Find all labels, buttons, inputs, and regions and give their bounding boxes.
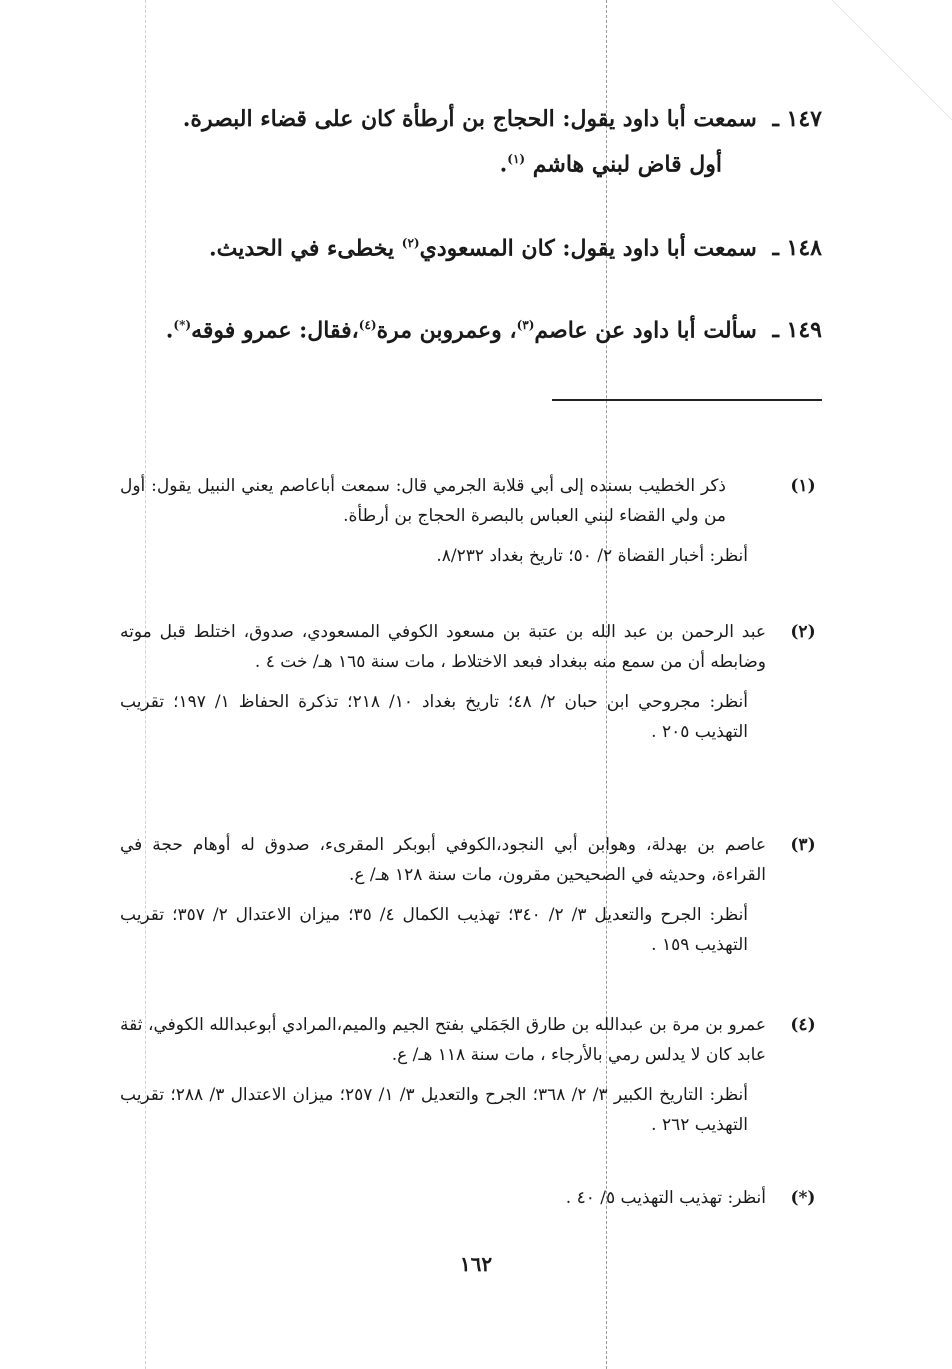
scan-corner-shadow — [832, 0, 952, 120]
footnote-number: (*) — [790, 1188, 816, 1208]
entry-text-a: سألت أبا داود عن عاصم — [534, 317, 757, 344]
entry-text-2: يخطىء في الحديث. — [208, 235, 402, 262]
entry-149 — [120, 305, 822, 350]
page-number: ١٦٢ — [459, 1252, 493, 1276]
entry-text-c: ،فقال: عمرو فوقه — [191, 317, 359, 344]
footnote-body — [120, 1183, 766, 1213]
footnote-number: (٤) — [790, 1015, 816, 1035]
footnote-star — [120, 1183, 822, 1213]
footnote-reference: أنظر: مجروحي ابن حبان ٢/ ٤٨؛ تاريخ بغداد ١٠/ ٢١٨؛ تذكرة الحفاظ ١/ ١٩٧؛ تقريب التهذيب ٢٠٥ . — [120, 692, 748, 742]
entry-number: ١٤٨ ـ — [772, 235, 822, 262]
entry-text-continued: أول قاض لبني هاشم — [532, 151, 722, 178]
entry-text: سمعت أبا داود يقول: كان المسعودي — [419, 235, 757, 262]
footnote-ref[interactable]: (١) — [507, 152, 526, 166]
footnote-ref[interactable]: (*) — [173, 318, 192, 332]
footnote-body — [120, 830, 766, 960]
footnote-number: (٢) — [790, 622, 816, 642]
footnote-reference: أنظر: الجرح والتعديل ٣/ ٢/ ٣٤٠؛ تهذيب الكمال ٤/ ٣٥؛ ميزان الاعتدال ٢/ ٣٥٧؛ تقريب التهذيب ١٥٩ . — [120, 905, 749, 955]
footnote-text: عمرو بن مرة بن عبدالله بن طارق الجَمَلي بفتح الجيم والميم،المرادي أبوعبدالله الكوفي، ثقة عابد كان لا يدلس رمي بالأرجاء ، مات سنة ١١٨ هـ/ ع. — [120, 1015, 766, 1065]
footnote-reference: أنظر: التاريخ الكبير ٣/ ٢/ ٣٦٨؛ الجرح والتعديل ٣/ ١/ ٢٥٧؛ ميزان الاعتدال ٣/ ٢٨٨؛ تقريب التهذيب ٢٦٢ . — [120, 1085, 748, 1135]
footnote-ref[interactable]: (٣) — [516, 318, 535, 332]
footnote-body — [120, 617, 766, 747]
footnote-number: (١) — [790, 476, 816, 496]
entry-148 — [120, 223, 822, 268]
entry-text: سمعت أبا داود يقول: الحجاج بن أرطأة كان على قضاء البصرة. — [182, 106, 757, 132]
entry-text-b: ، وعمروبن مرة — [376, 317, 517, 344]
footnote-text: ذكر الخطيب بسنده إلى أبي قلابة الجرمي قال: سمعت أباعاصم يعني النبيل يقول: أول من ولي القضاء لبني العباس بالبصرة الحجاج بن أرطأة. — [120, 476, 726, 526]
footnote-ref[interactable]: (٤) — [358, 318, 377, 332]
footnote-number: (٣) — [790, 835, 816, 855]
entry-number: ١٤٩ ـ — [772, 317, 822, 344]
footnote-reference: أنظر: أخبار القضاة ٢/ ٥٠؛ تاريخ بغداد ٨/٢٣٢. — [436, 546, 748, 566]
entry-line — [120, 223, 822, 268]
footnote-1 — [120, 471, 822, 571]
footnote-text: عبد الرحمن بن عبد الله بن عتبة بن مسعود الكوفي المسعودي، صدوق، اختلط قبل موته وضابطه أن من سمع منه ببغداد فبعد الاختلاط ، مات سنة ١٦٥ هـ/ خت ٤ . — [120, 622, 766, 672]
entry-line-continued — [120, 139, 822, 184]
footnote-separator — [552, 399, 822, 401]
footnote-3 — [120, 830, 822, 960]
footnote-2 — [120, 617, 822, 747]
footnote-text: عاصم بن بهدلة، وهوابن أبي النجود،الكوفي أبوبكر المقرىء، صدوق له أوهام حجة في القراءة، وحديثه في الصحيحين مقرون، مات سنة ١٢٨ هـ/ ع. — [120, 835, 766, 885]
footnote-body — [120, 1010, 766, 1140]
entry-line — [120, 305, 822, 350]
footnote-4 — [120, 1010, 822, 1140]
book-page — [120, 95, 822, 1295]
footnote-body — [120, 471, 766, 571]
entry-punct: . — [499, 151, 508, 178]
entry-text-d: . — [165, 317, 174, 344]
entry-line — [120, 99, 822, 139]
footnote-ref[interactable]: (٢) — [401, 236, 420, 250]
footnote-reference: أنظر: تهذيب التهذيب ٥/ ٤٠ . — [565, 1188, 766, 1208]
entry-147 — [120, 99, 822, 184]
entry-number: ١٤٧ ـ — [772, 106, 822, 132]
